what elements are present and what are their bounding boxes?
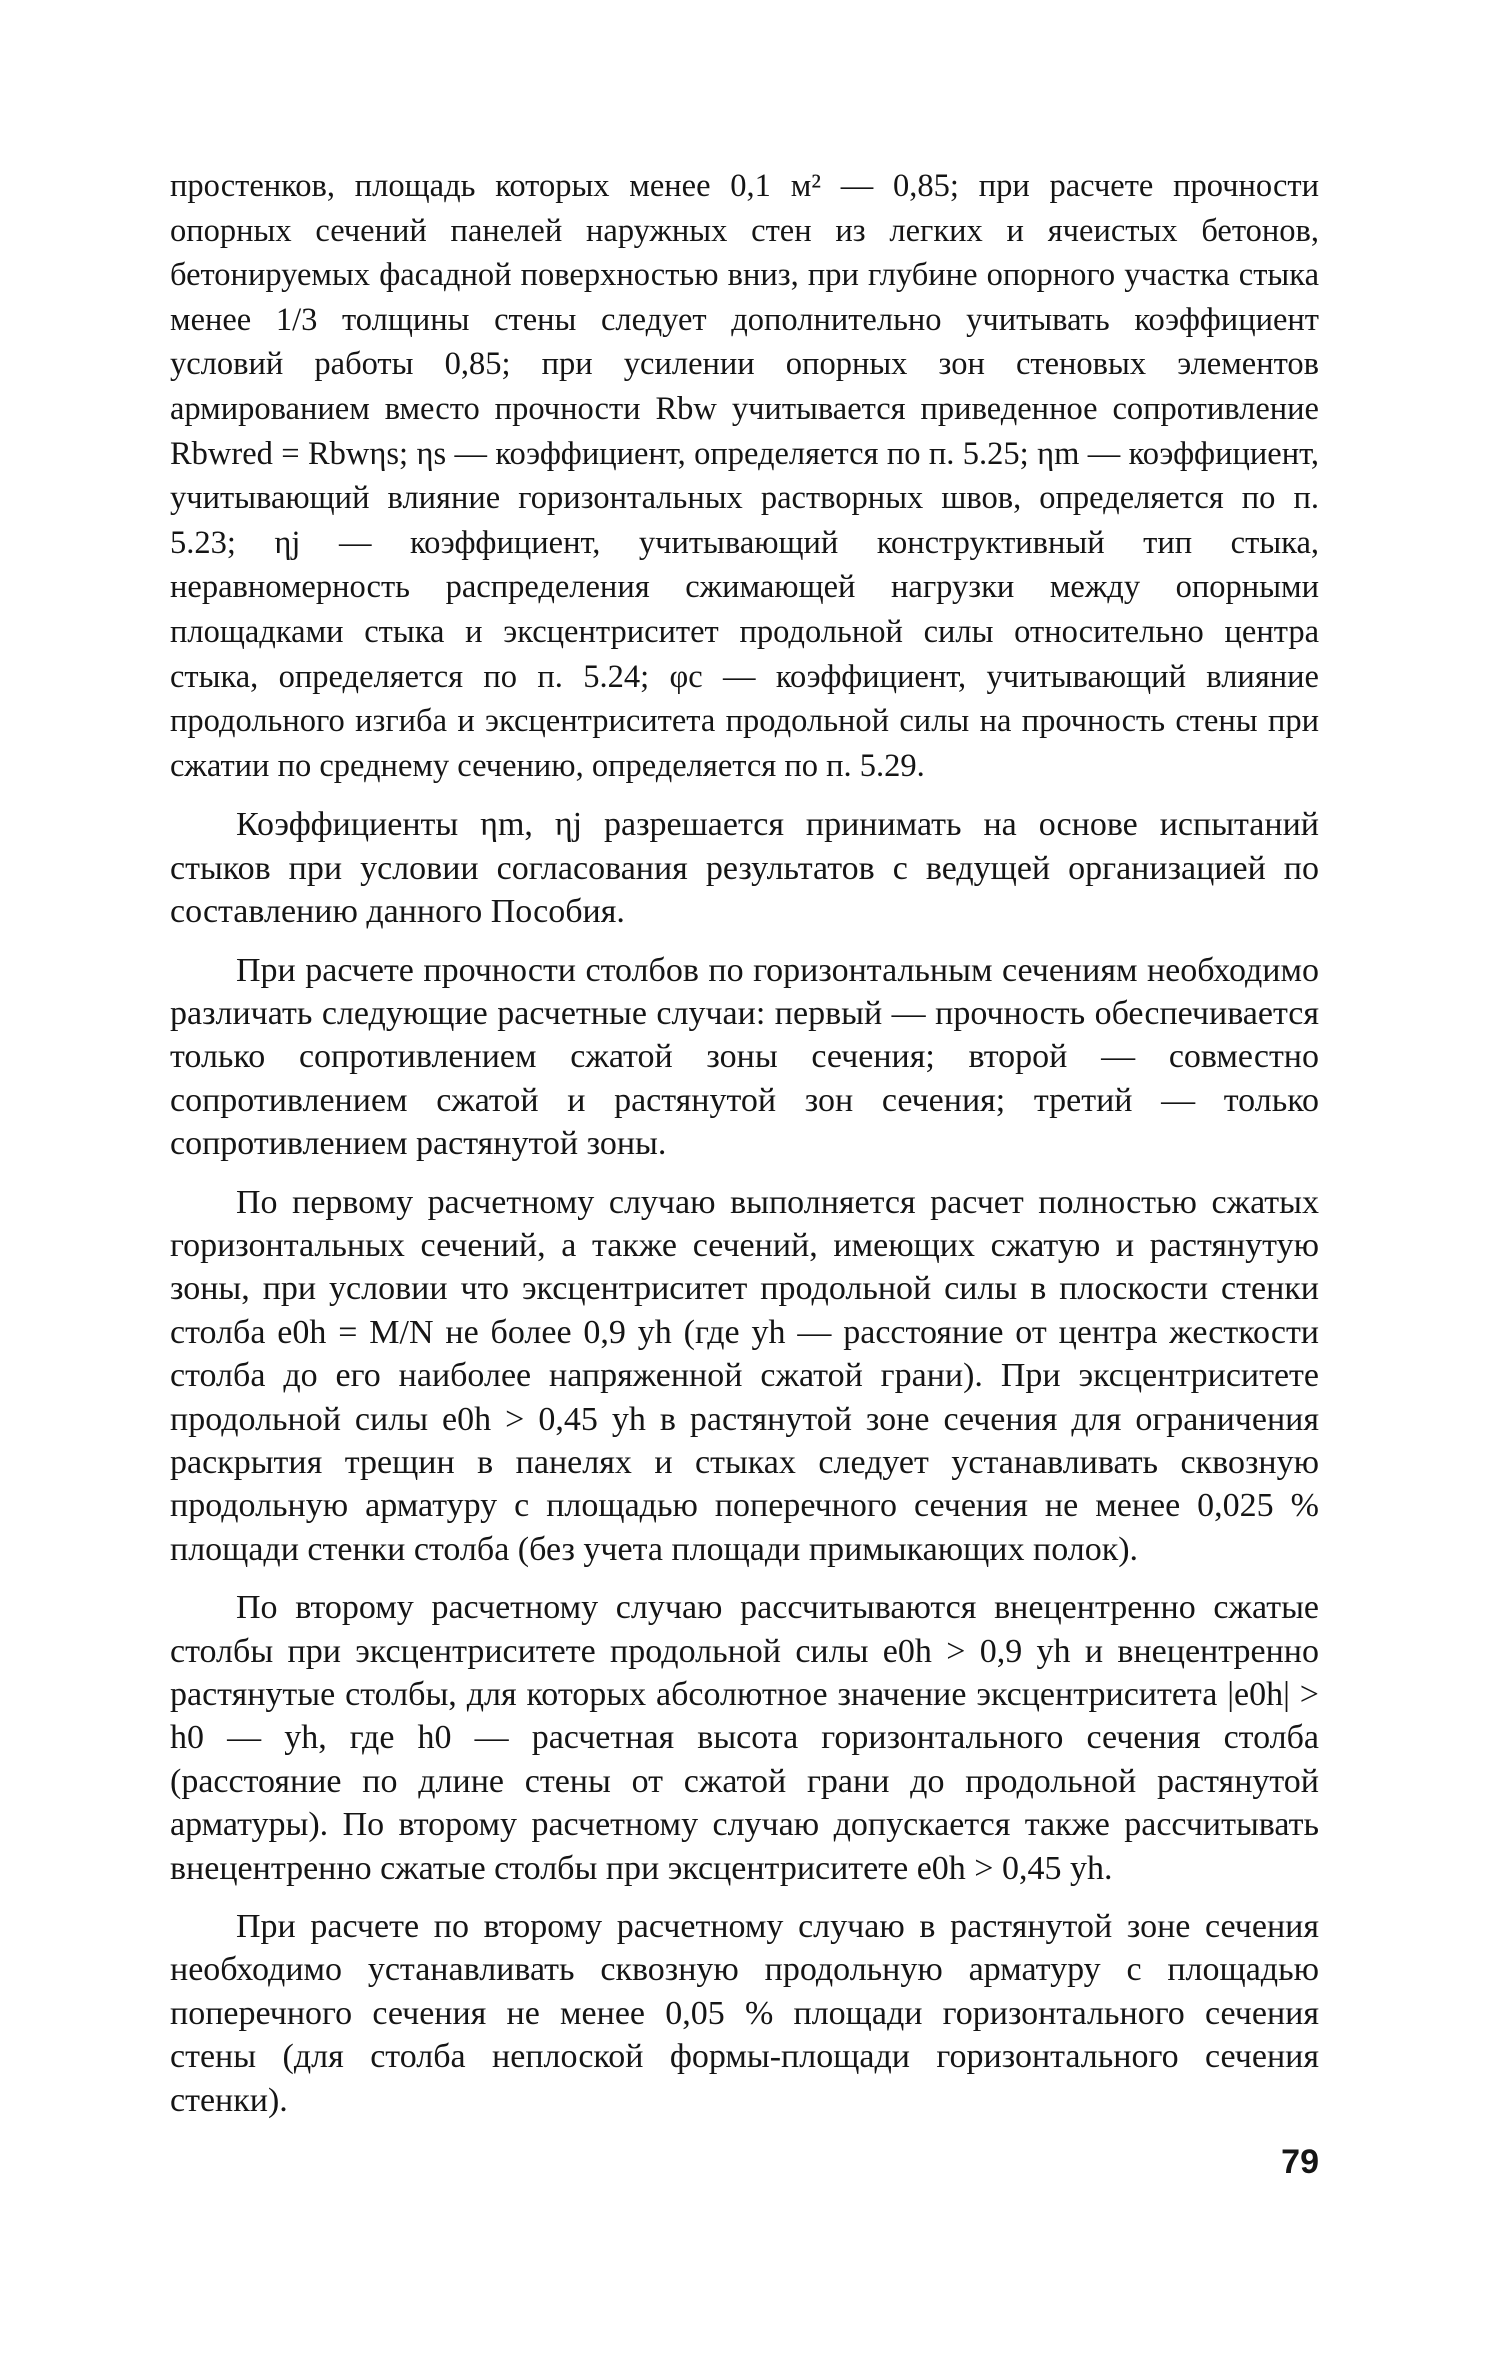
paragraph-reinforcement: При расчете по второму расчетному случаю в растянутой зоне сечения необходимо устанавливать сквозную продольную арматуру с площадью поперечного сечения не менее 0,05 % площади горизонтального сечения стены (для столба неплоской формы-площади горизонтального сечения стенки). <box>170 1908 1319 2119</box>
paragraph-design-cases: При расчете прочности столбов по горизонтальным сечениям необходимо различать следующие расчетные случаи: первый — прочность обеспечивается только сопротивлением сжатой зоны сечения; второй — совместно сопротивлением сжатой и растянутой зон сечения; третий — только сопротивлением растянутой зоны. <box>170 951 1319 1163</box>
paragraph-second-case: По второму расчетному случаю рассчитываются внецентренно сжатые столбы при эксцентриситете продольной силы e0h > 0,9 yh и внецентренно растянутые столбы, для которых абсолютное значение эксцентриситета |e0h| > h0 — yh, где h0 — расчетная высота горизонтального сечения столба (расстояние по длине стены от сжатой грани до продольной растянутой арматуры). По второму расчетному случаю допускается также рассчитывать внецентренно сжатые столбы при эксцентриситете e0h > 0,45 yh. <box>170 1589 1319 1887</box>
paragraph-coefficients: Коэффициенты ηm, ηj разрешается принимать на основе испытаний стыков при условии согласования результатов с ведущей организацией по составлению данного Пособия. <box>170 806 1319 931</box>
page-number: 79 <box>1281 2143 1319 2181</box>
paragraph-first-case: По первому расчетному случаю выполняется расчет полностью сжатых горизонтальных сечений, а также сечений, имеющих сжатую и растянутую зоны, при условии что эксцентриситет продольной силы в плоскости стенки столба e0h = M/N не более 0,9 yh (где yh — расстояние от центра жесткости столба до его наиболее напряженной сжатой грани). При эксцентриситете продольной силы e0h > 0,45 yh в растянутой зоне сечения для ограничения раскрытия трещин в панелях и стыках следует устанавливать сквозную продольную арматуру с площадью поперечного сечения не менее 0,025 % площади стенки столба (без учета площади примыкающих полок). <box>170 1183 1319 1568</box>
paragraph-continuation: простенков, площадь которых менее 0,1 м² — 0,85; при расчете прочности опорных сечений панелей наружных стен из легких и ячеистых бетонов, бетонируемых фасадной поверхностью вниз, при глубине опорного участка стыка менее 1/3 толщины стены следует дополнительно учитывать коэффициент условий работы 0,85; при усилении опорных зон стеновых элементов армированием вместо прочности Rbw учитывается приведенное сопротивление Rbwred = Rbwηs; ηs — коэффициент, определяется по п. 5.25; ηm — коэффициент, учитывающий влияние горизонтальных растворных швов, определяется по п. 5.23; ηj — коэффициент, учитывающий конструктивный тип стыка, неравномерность распределения сжимающей нагрузки между опорными площадками стыка и эксцентриситет продольной силы относительно центра стыка, определяется по п. 5.24; φc — коэффициент, учитывающий влияние продольного изгиба и эксцентриситета продольной силы на прочность стены при сжатии по среднему сечению, определяется по п. 5.29. <box>170 168 1319 784</box>
